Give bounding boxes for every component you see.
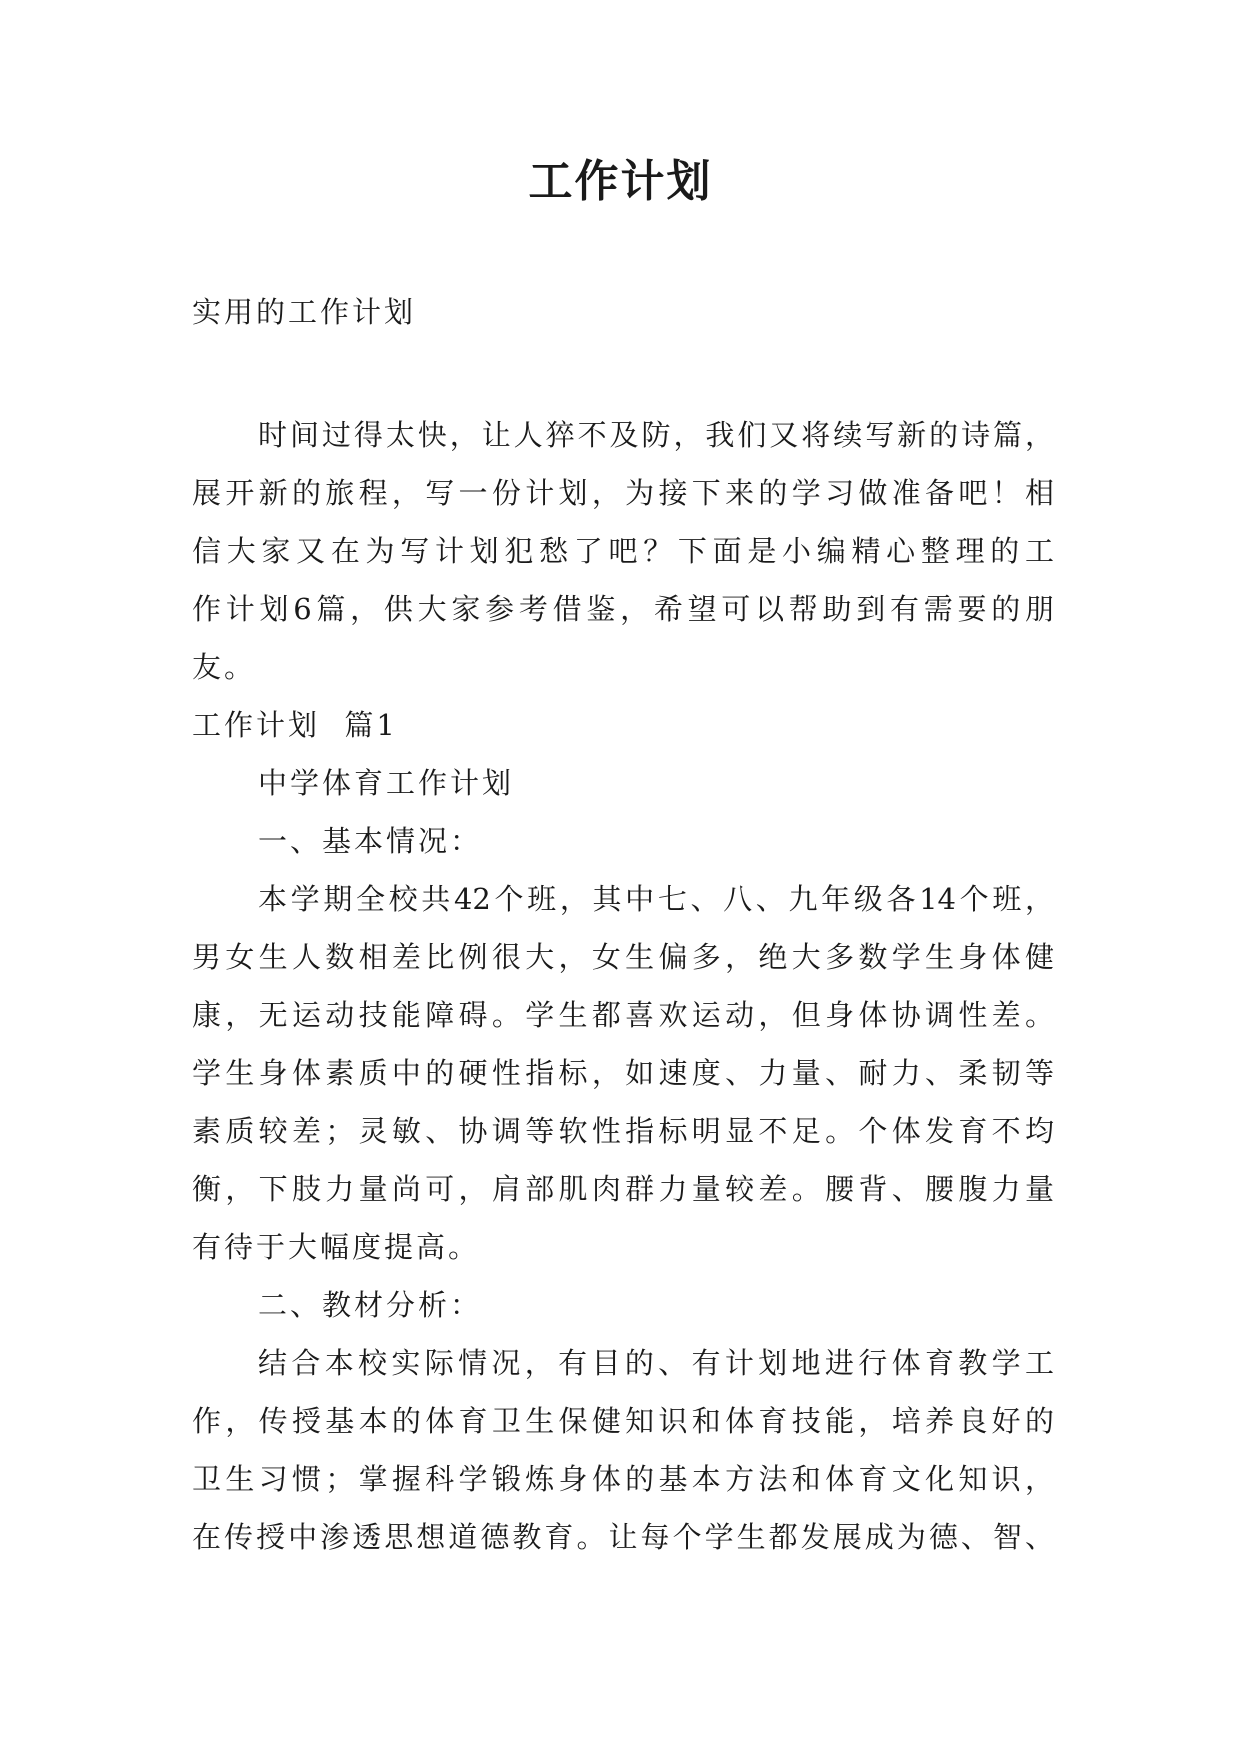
paragraph-line: 时间过得太快，让人猝不及防，我们又将续写新的诗篇， [258, 418, 1054, 452]
document-body [192, 406, 1054, 1566]
section-subtitle: 中学体育工作计划 [258, 766, 515, 800]
paragraph-line: 本学期全校共42个班，其中七、八、九年级各14个班， [258, 882, 1054, 916]
paragraph-line: 在传授中渗透思想道德教育。让每个学生都发展成为德、智、 [192, 1520, 1054, 1554]
paragraph-line: 素质较差；灵敏、协调等软性指标明显不足。个体发育不均 [192, 1114, 1054, 1148]
paragraph-line: 衡，下肢力量尚可，肩部肌肉群力量较差。腰背、腰腹力量 [192, 1172, 1054, 1206]
paragraph-line: 男女生人数相差比例很大，女生偏多，绝大多数学生身体健 [192, 940, 1054, 974]
subsection-heading: 二、教材分析： [258, 1288, 483, 1322]
paragraph-line: 结合本校实际情况，有目的、有计划地进行体育教学工 [258, 1346, 1054, 1380]
paragraph-line: 康，无运动技能障碍。学生都喜欢运动，但身体协调性差。 [192, 998, 1054, 1032]
paragraph-line: 作，传授基本的体育卫生保健知识和体育技能，培养良好的 [192, 1404, 1054, 1438]
section-heading: 工作计划 篇1 [192, 708, 398, 742]
page-title: 工作计划 [528, 156, 713, 207]
paragraph-line: 学生身体素质中的硬性指标，如速度、力量、耐力、柔韧等 [192, 1056, 1054, 1090]
paragraph-line: 有待于大幅度提高。 [192, 1230, 481, 1264]
paragraph-line: 友。 [192, 650, 257, 684]
paragraph-line: 信大家又在为写计划犯愁了吧？下面是小编精心整理的工 [192, 534, 1054, 568]
subsection-heading: 一、基本情况： [258, 824, 483, 858]
paragraph-line: 作计划6篇，供大家参考借鉴，希望可以帮助到有需要的朋 [192, 592, 1054, 626]
paragraph-line: 卫生习惯；掌握科学锻炼身体的基本方法和体育文化知识， [192, 1462, 1054, 1496]
paragraph-line: 展开新的旅程，写一份计划，为接下来的学习做准备吧！相 [192, 476, 1054, 510]
document-subtitle: 实用的工作计划 [192, 295, 417, 329]
